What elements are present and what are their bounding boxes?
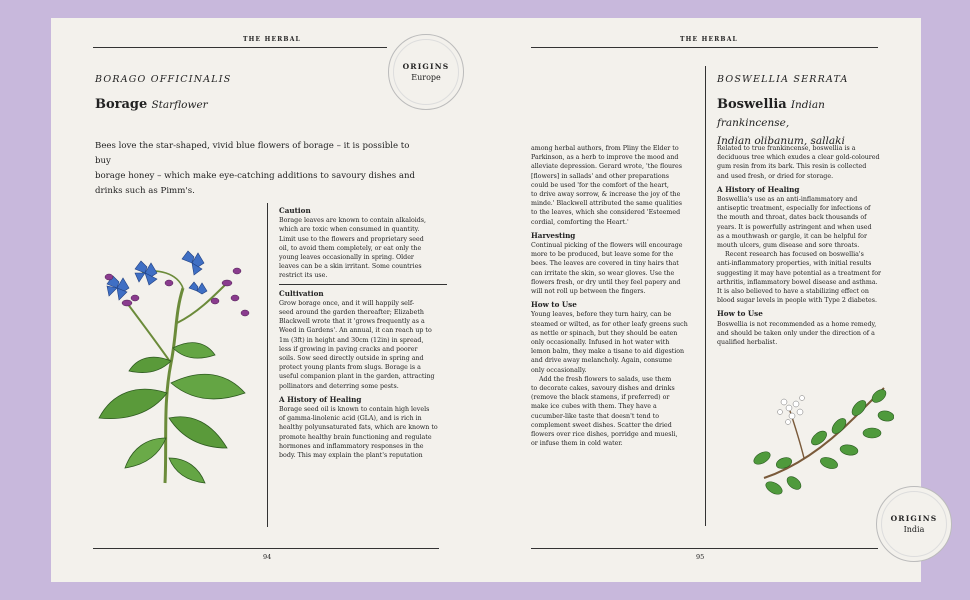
page-number-left: 94	[263, 553, 272, 561]
book-spread	[51, 18, 938, 582]
text-line: protect young plants from slugs. Borage is a	[279, 364, 421, 372]
top-rule-left	[93, 47, 387, 48]
alternative-names: Starflower	[151, 99, 208, 111]
bottom-rule-right	[531, 548, 878, 549]
text-line: Recent research has focused on boswellia's	[725, 251, 864, 259]
text-line: blood sugar levels in people with Type 2 diabetes.	[717, 297, 877, 305]
text-line: could be used 'for the comfort of the heart,	[531, 181, 669, 189]
text-line: Borage leaves are known to contain alkaloids,	[279, 217, 427, 225]
text-line: arthritis, inflammatory bowel disease and asthma.	[717, 278, 878, 286]
text-line: to the leaves, which she considered 'Esteemed	[531, 209, 681, 217]
text-line: It is also believed to have a stabilizing effect on	[717, 288, 869, 296]
text-line: deciduous tree which exudes a clear gold-coloured	[717, 154, 880, 162]
text-line: suggesting it may have potential as a treatment for	[717, 269, 882, 277]
boswellia-illustration	[744, 378, 894, 508]
text-line: Related to true frankincense, boswellia is a	[717, 145, 856, 152]
text-line: Weed in Gardens'. An annual, it can reach up to	[279, 327, 432, 335]
text-line: and used fresh, or dried for storage.	[717, 172, 834, 180]
text-line: leaves can be a skin irritant. Some countries	[279, 263, 422, 271]
text-line: or infuse them in cold water.	[531, 440, 623, 448]
text-column-middle	[531, 144, 703, 449]
text-line: Add the fresh flowers to salads, use them	[539, 375, 672, 383]
origins-value: Europe	[411, 73, 441, 82]
section-heading: How to Use	[717, 309, 763, 319]
section-heading: A History of Healing	[717, 184, 800, 194]
bottom-rule-left	[93, 548, 439, 549]
intro-line: borage honey – which make eye-catching additions to savoury dishes and	[95, 171, 416, 181]
origins-label: ORIGINS	[890, 514, 938, 523]
text-line: promote healthy brain functioning and regulate	[279, 433, 432, 441]
text-line: useful companion plant in the garden, attracting	[279, 373, 435, 381]
section-divider	[279, 284, 447, 285]
text-line: antiseptic treatment, especially for infections of	[717, 205, 871, 213]
text-line: minde.' Blackwell attributed the same qualities	[531, 200, 682, 208]
section-heading: A History of Healing	[279, 394, 362, 404]
text-line: Continual picking of the flowers will encourage	[531, 242, 683, 250]
text-line: 1m (3ft) in height and 30cm (12in) in spread,	[279, 336, 424, 344]
intro-line: Bees love the star-shaped, vivid blue flowers of borage – it is possible to buy	[95, 141, 410, 166]
text-line: Limit use to the flowers and proprietary seed	[279, 235, 424, 243]
intro-line: drinks such as Pimm's.	[95, 186, 195, 196]
text-line: young leaves occasionally in spring. Older	[279, 254, 414, 262]
text-line: years. It is powerfully astringent and when used	[717, 223, 872, 231]
text-line: bees. The leaves are covered in tiny hairs that	[531, 260, 679, 268]
text-line: only occasionally.	[531, 366, 587, 374]
text-line: alleviate depression. Gerard wrote, 'the floures	[531, 163, 683, 171]
text-line: Blackwell wrote that it 'grows frequently as a	[279, 318, 425, 326]
origins-badge-right	[876, 486, 952, 562]
column-rule-right	[705, 66, 706, 526]
text-line: and drive away melancholy. Again, consume	[531, 357, 673, 365]
text-line: can irritate the skin, so wear gloves. Use the	[531, 269, 675, 277]
text-line: body. This may explain the plant's reputation	[279, 452, 423, 460]
alternative-names: Indian olibanum, sallaki	[717, 135, 845, 147]
text-line: Borage seed oil is known to contain high levels	[279, 406, 430, 414]
common-name: Boswellia	[717, 97, 787, 112]
origins-label: ORIGINS	[402, 62, 450, 71]
left-page	[51, 18, 483, 582]
right-page	[486, 18, 938, 582]
text-line: only occasionally. Infused in hot water with	[531, 339, 670, 347]
text-line: Boswellia's use as an anti-inflammatory and	[717, 196, 858, 204]
text-line: will not roll up between the fingers.	[531, 288, 646, 296]
column-rule-left	[267, 203, 268, 527]
section-heading: Harvesting	[531, 230, 576, 240]
running-head-right: THE HERBAL	[680, 36, 738, 43]
text-column-right	[717, 144, 897, 347]
origins-value: India	[903, 525, 925, 534]
text-line: to decorate cakes, savoury dishes and drinks	[531, 385, 675, 393]
origins-badge-left	[388, 34, 464, 110]
latin-name: BOSWELLIA SERRATA	[717, 74, 849, 85]
text-line: (remove the black stamens, if preferred) or	[531, 394, 670, 402]
text-line: hormones and inflammatory responses in the	[279, 442, 424, 450]
text-line: which are toxic when consumed in quantity.	[279, 226, 420, 234]
text-line: cordial, comforting the Heart.'	[531, 218, 629, 226]
text-line: steamed or wilted, as for other leafy greens such	[531, 320, 688, 328]
text-line: and should be taken only under the direction of a	[717, 329, 875, 337]
text-line: pollinators and deterring some pests.	[279, 382, 399, 390]
text-line: qualified herbalist.	[717, 339, 778, 347]
text-column-left	[279, 206, 447, 460]
text-line: complement sweet dishes. Scatter the dried	[531, 421, 672, 429]
text-line: restrict its use.	[279, 272, 328, 280]
text-line: as a mouthwash or gargle, it can be helpful for	[717, 232, 867, 240]
plant-title	[95, 96, 208, 114]
text-line: among herbal authors, from Pliny the Elder to	[531, 145, 679, 152]
text-line: Grow borage once, and it will happily self-	[279, 299, 415, 307]
section-heading: Cultivation	[279, 288, 324, 298]
text-line: Young leaves, before they turn hairy, can be	[531, 311, 672, 319]
section-heading: How to Use	[531, 300, 577, 310]
text-line: make ice cubes with them. They have a	[531, 403, 657, 411]
intro-paragraph	[95, 139, 425, 199]
text-line: mouth ulcers, gum disease and sore throats.	[717, 242, 860, 250]
text-line: to drive away sorrow, & increase the joy of the	[531, 191, 681, 199]
text-line: gum resin from its bark. This resin is collected	[717, 163, 867, 171]
text-line: lemon balm, they make a tisane to aid digestion	[531, 348, 685, 356]
text-line: Boswellia is not recommended as a home remedy,	[717, 320, 877, 328]
text-line: soils. Sow seed directly outside in spring and	[279, 355, 424, 363]
alternative-names: Indian frankincense,	[717, 99, 825, 129]
text-line: seed around the garden thereafter; Elizabeth	[279, 309, 424, 317]
latin-name: BORAGO OFFICINALIS	[95, 74, 232, 85]
text-line: cucumber-like taste that doesn't tend to	[531, 412, 660, 420]
text-line: flowers over rice dishes, porridge and muesli,	[531, 431, 678, 439]
running-head-left: THE HERBAL	[243, 36, 301, 43]
text-line: [flowers] in sallads' and other preparations	[531, 172, 669, 180]
page-number-right: 95	[696, 553, 705, 561]
plant-title	[717, 96, 897, 150]
text-line: healthy polyunsaturated fats, which are known to	[279, 424, 438, 432]
text-line: as nettle or spinach, but they should be eaten	[531, 329, 678, 337]
text-line: less if growing in paving cracks and poorer	[279, 345, 418, 353]
text-line: Parkinson, as a herb to improve the mood and	[531, 154, 679, 162]
section-heading: Caution	[279, 206, 311, 215]
top-rule-right	[531, 47, 878, 48]
text-line: of gamma-linolenic acid (GLA), and is rich in	[279, 415, 422, 423]
text-line: the mouth and throat, dates back thousands of	[717, 214, 867, 222]
common-name: Borage	[95, 97, 148, 112]
borage-illustration	[87, 243, 257, 488]
text-line: more to be produced, but leave some for the	[531, 251, 674, 259]
text-line: anti-inflammatory properties, with initial results	[717, 260, 872, 268]
text-line: flowers fresh, or dry until they feel papery and	[531, 278, 681, 286]
text-line: oil, to avoid them completely, or eat only the	[279, 244, 422, 252]
